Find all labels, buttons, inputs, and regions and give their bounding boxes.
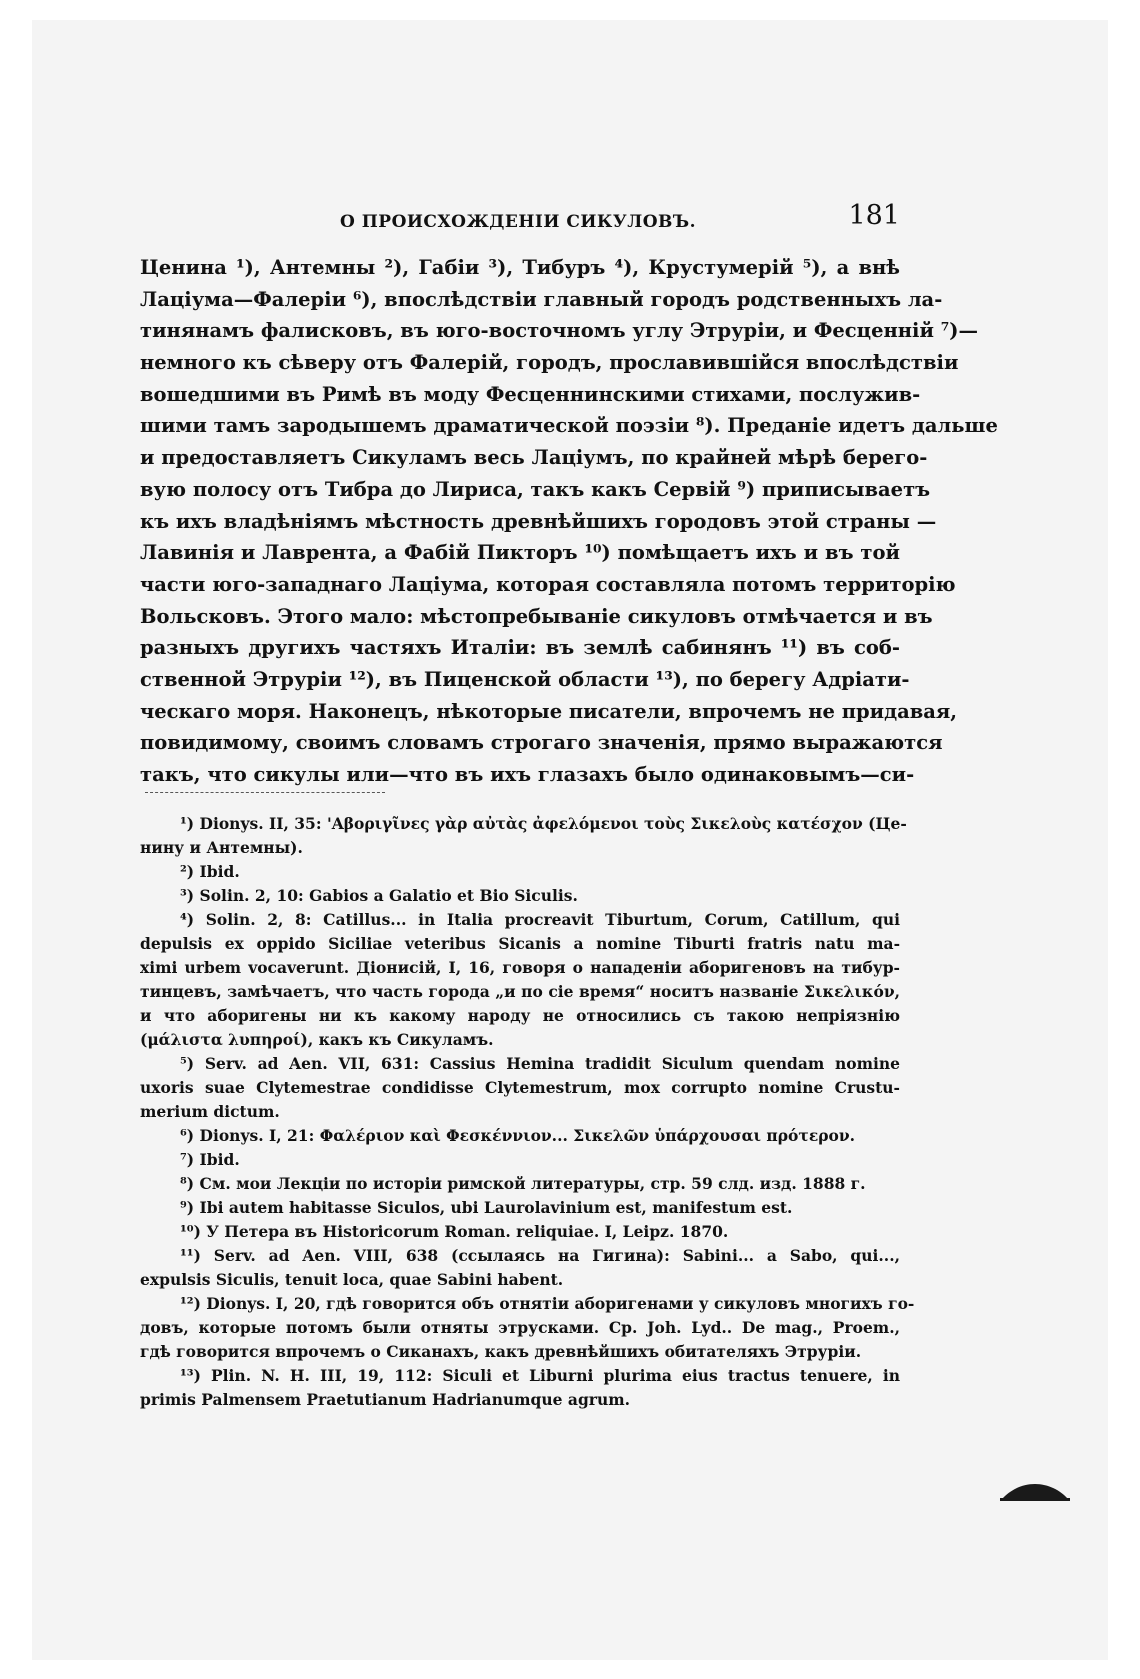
footnote-line: ³) Solin. 2, 10: Gabios a Galatio et Bio Siculis. xyxy=(180,886,578,905)
text-line: ственной Этруріи ¹²), въ Пиценской области ¹³), по берегу Адріати- xyxy=(140,667,910,691)
footnote-line: гдѣ говорится впрочемъ о Сиканахъ, какъ древнѣйшихъ обитателяхъ Этруріи. xyxy=(140,1342,862,1361)
text-line: къ ихъ владѣніямъ мѣстность древнѣйшихъ городовъ этой страны — xyxy=(140,509,937,533)
text-line: шими тамъ зародышемъ драматической поэзіи ⁸). Преданіе идетъ дальше xyxy=(140,414,998,438)
text-line: Лаціума—Фалеріи ⁶), впослѣдствіи главный городъ родственныхъ ла- xyxy=(140,287,943,311)
text-line: такъ, что сикулы или—что въ ихъ глазахъ было одинаковымъ—си- xyxy=(140,763,915,786)
footnote-line: тинцевъ, замѣчаетъ, что часть города „и по сіе время“ носитъ названіе Σικελικόν, xyxy=(140,982,900,1001)
footnotes xyxy=(140,812,915,1412)
footnote-line: ⁶) Dionys. I, 21: Φαλέριον καὶ Φεσκέννιον... Σικελῶν ὑπάρχουσαι πρότερον. xyxy=(180,1126,856,1145)
footnote-line: uxoris suae Clytemestrae condidisse Clytemestrum, mox corrupto nomine Crustu- xyxy=(140,1078,900,1097)
text-line: вую полосу отъ Тибра до Лириса, такъ какъ Сервій ⁹) приписываетъ xyxy=(140,477,931,501)
text-line: части юго-западнаго Лаціума, которая составляла потомъ территорію xyxy=(140,572,956,596)
footnote-line: ⁹) Ibi autem habitasse Siculos, ubi Laurolavinium est, manifestum est. xyxy=(180,1198,793,1217)
footnote-line: expulsis Siculis, tenuit loca, quae Sabini habent. xyxy=(140,1270,564,1289)
text-line: Лавинія и Лаврента, а Фабій Пикторъ ¹⁰) помѣщаетъ ихъ и въ той xyxy=(140,541,900,565)
page-number: 181 xyxy=(848,200,900,231)
text-line: Вольсковъ. Этого мало: мѣстопребываніе сикуловъ отмѣчается и въ xyxy=(140,604,933,628)
text-line: повидимому, своимъ словамъ строгаго значенія, прямо выражаются xyxy=(140,731,943,755)
footnote-line: ⁵) Serv. ad Aen. VII, 631: Cassius Hemina tradidit Siculum quendam nomine xyxy=(180,1054,900,1073)
footnote-line: primis Palmensem Praetutianum Hadrianumque agrum. xyxy=(140,1390,631,1409)
footnote-line: и что аборигены ни къ какому народу не относились съ такою непріязнію xyxy=(140,1006,900,1025)
footnote-separator xyxy=(145,792,385,793)
text-line: Ценина ¹), Антемны ²), Габіи ³), Тибуръ ⁴), Крустумерій ⁵), а внѣ xyxy=(140,256,900,279)
footnote-line: depulsis ex oppido Siciliae veteribus Sicanis a nomine Tiburti fratris natu ma- xyxy=(140,934,900,953)
text-line: разныхъ другихъ частяхъ Италіи: въ землѣ сабинянъ ¹¹) въ соб- xyxy=(140,636,900,660)
footnote-line: нину и Антемны). xyxy=(140,838,303,857)
footnote-line: ximi urbem vocaverunt. Діонисій, I, 16, говоря о нападеніи аборигеновъ на тибур- xyxy=(140,958,900,977)
text-line: вошедшими въ Римѣ въ моду Фесценнинскими стихами, послужив- xyxy=(140,382,921,406)
text-line: и предоставляетъ Сикуламъ весь Лаціумъ, по крайней мѣрѣ берего- xyxy=(140,446,928,470)
footnote-line: ¹⁰) У Петера въ Historicorum Roman. reliquiae. I, Leipz. 1870. xyxy=(180,1222,729,1241)
text-line: немного къ сѣверу отъ Фалерій, городъ, прославившійся впослѣдствіи xyxy=(140,351,959,375)
footnote-line: ¹) Dionys. II, 35: 'Αβοριγῖνες γὰρ αὐτὰς ἀφελόμενοι τοὺς Σικελοὺς κατέσχον (Це- xyxy=(180,814,907,833)
page-ornament-icon xyxy=(1000,1478,1070,1502)
main-text xyxy=(140,252,998,791)
running-title: О ПРОИСХОЖДЕНІИ СИКУЛОВЪ. xyxy=(340,212,697,232)
footnote-line: довъ, которые потомъ были отняты этрусками. Ср. Joh. Lyd.. De mag., Proem., xyxy=(140,1318,900,1337)
footnote-line: ¹¹) Serv. ad Aen. VIII, 638 (ссылаясь на Гигина): Sabini... a Sabo, qui..., xyxy=(180,1246,900,1265)
footnote-line: ⁷) Ibid. xyxy=(180,1150,240,1169)
footnote-line: ¹³) Plin. N. H. III, 19, 112: Siculi et Liburni plurima eius tractus tenuere, in xyxy=(180,1366,900,1385)
text-line: ческаго моря. Наконецъ, нѣкоторые писатели, впрочемъ не придавая, xyxy=(140,699,958,723)
footnote-line: (μάλιστα λυπηροί), какъ къ Сикуламъ. xyxy=(140,1030,494,1049)
footnote-line: ⁴) Solin. 2, 8: Catillus... in Italia procreavit Tiburtum, Corum, Catillum, qui xyxy=(180,910,900,929)
footnote-line: ¹²) Dionys. I, 20, гдѣ говорится объ отнятіи аборигенами у сикуловъ многихъ го- xyxy=(180,1294,915,1313)
page-header xyxy=(140,200,900,240)
footnote-line: merium dictum. xyxy=(140,1102,280,1121)
footnote-line: ²) Ibid. xyxy=(180,862,240,881)
footnote-line: ⁸) См. мои Лекціи по исторіи римской литературы, стр. 59 слд. изд. 1888 г. xyxy=(180,1174,866,1193)
text-line: тинянамъ фалисковъ, въ юго-восточномъ углу Этруріи, и Фесценній ⁷)— xyxy=(140,319,978,343)
